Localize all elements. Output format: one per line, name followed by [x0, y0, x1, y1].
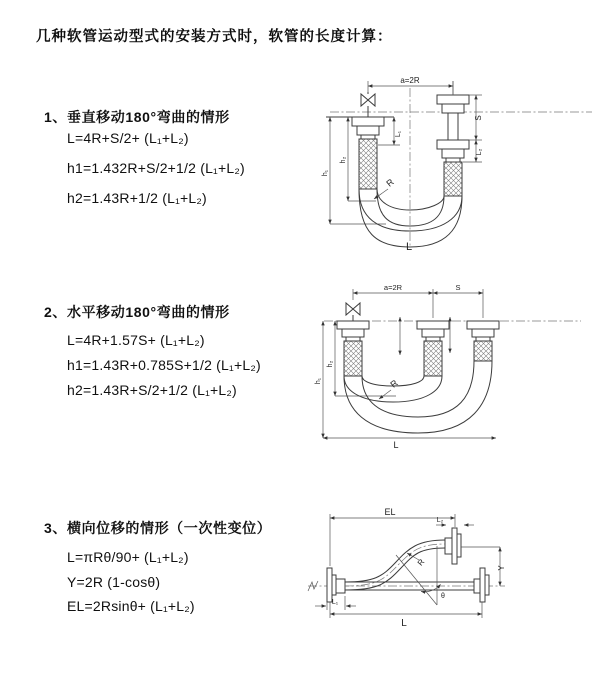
dim-label-r: R: [384, 176, 396, 189]
middle-fitting: [417, 321, 449, 376]
radius-callout: [407, 553, 427, 567]
section-2-heading: 2、水平移动180°弯曲的情形: [44, 304, 230, 320]
dim-label-el: EL: [384, 507, 396, 517]
section-3-heading: 3、横向位移的情形（一次性变位）: [44, 520, 272, 536]
dimension-el: [330, 507, 455, 566]
valve-icon: [361, 92, 375, 117]
diagram-horizontal-180: [306, 276, 596, 451]
u-bend-hoses: [344, 361, 492, 433]
formula-3-l: L=πRθ/90+ (L₁+L₂): [67, 549, 189, 565]
dim-label-a2r: a=2R: [383, 283, 403, 292]
dim-label-a2r: a=2R: [400, 76, 420, 85]
dimension-s: [433, 283, 483, 293]
dim-label-y: Y: [497, 565, 506, 571]
formula-2-l: L=4R+1.57S+ (L₁+L₂): [67, 332, 205, 348]
formula-1-h2: h2=1.43R+1/2 (L₁+L₂): [67, 190, 207, 206]
left-flange: [327, 568, 345, 602]
formula-2-h2: h2=1.43R+S/2+1/2 (L₁+L₂): [67, 382, 237, 398]
dim-label-l-total: L: [401, 618, 407, 629]
left-fitting: [326, 117, 394, 189]
right-fitting: [467, 321, 499, 361]
dim-label-r: R: [388, 377, 400, 390]
dim-label-l1: L₁: [395, 130, 402, 138]
dim-label-h2: h₂: [327, 360, 334, 368]
diagram-lateral-displacement: [298, 502, 598, 652]
formula-3-y: Y=2R (1-cosθ): [67, 574, 161, 590]
dimension-s: [469, 95, 483, 140]
dim-label-r: R: [415, 557, 427, 568]
braided-hose-section: [424, 341, 442, 376]
dimension-l1: [315, 596, 356, 610]
dim-label-theta: θ: [441, 593, 445, 600]
braided-hose-section: [474, 341, 492, 361]
dimension-a2r: [368, 76, 453, 94]
right-flange: [347, 568, 489, 602]
dim-label-s: S: [455, 283, 461, 292]
dimension-l: [323, 438, 496, 450]
dimension-a2r: [353, 283, 483, 318]
dim-label-l2: L₂: [436, 517, 444, 524]
dim-label-l-total: L: [393, 440, 399, 450]
formula-2-h1: h1=1.43R+0.785S+1/2 (L₁+L₂): [67, 357, 261, 373]
dim-label-h2: h₂: [340, 156, 347, 164]
formula-3-el: EL=2Rsinθ+ (L₁+L₂): [67, 598, 195, 614]
u-bend-hose: [359, 189, 462, 247]
left-fitting: [337, 321, 369, 376]
dim-label-l1: L₁: [331, 599, 339, 606]
formula-1-h1: h1=1.432R+S/2+1/2 (L₁+L₂): [67, 160, 245, 176]
dim-label-l2: L₂: [476, 148, 483, 156]
right-fitting: [437, 81, 469, 196]
dimension-h1: [315, 321, 323, 438]
page-title: 几种软管运动型式的安装方式时，软管的长度计算：: [36, 29, 393, 45]
dim-label-l-total: L: [405, 241, 413, 253]
dim-label-h1: h₁: [315, 377, 322, 385]
dim-label-h1: h₁: [322, 169, 329, 177]
braided-hose-section: [359, 139, 377, 189]
braided-hose-section: [444, 162, 462, 196]
dim-label-s: S: [474, 115, 483, 121]
diagram-vertical-180: [306, 68, 596, 260]
braided-hose-section: [344, 341, 362, 376]
formula-1-l: L=4R+S/2+ (L₁+L₂): [67, 130, 189, 146]
valve-icon: [346, 303, 360, 321]
upper-flange: [445, 528, 461, 564]
section-1-heading: 1、垂直移动180°弯曲的情形: [44, 109, 230, 125]
